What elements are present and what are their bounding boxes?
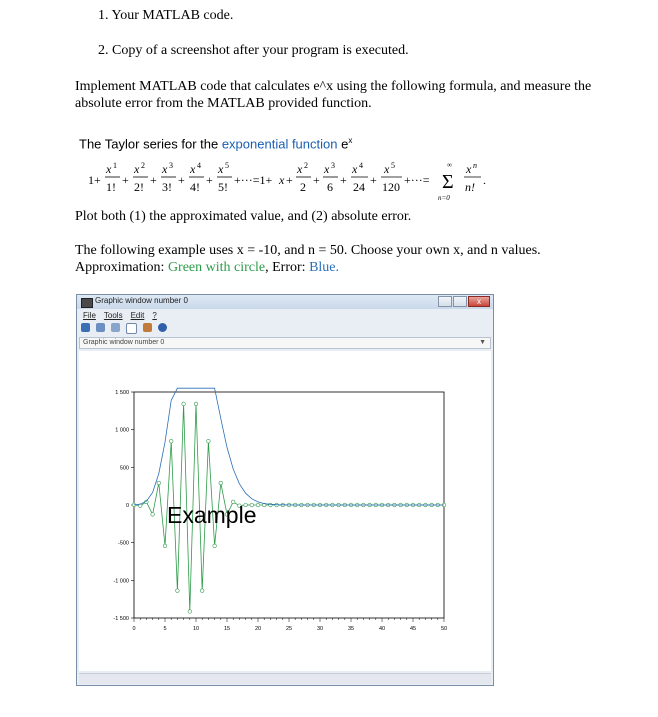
- x-tick-label: 45: [409, 626, 417, 632]
- y-tick-label: -1 000: [113, 578, 129, 585]
- svg-text:+: +: [340, 173, 347, 187]
- approximation-point: [207, 439, 211, 443]
- svg-text:x: x: [352, 162, 358, 176]
- svg-text:x: x: [162, 162, 168, 176]
- x-tick-label: 15: [223, 626, 231, 632]
- window-titlebar[interactable]: [77, 295, 493, 309]
- svg-text:x: x: [134, 162, 140, 176]
- x-tick-label: 35: [347, 626, 355, 632]
- x-tick-label: 10: [192, 626, 200, 632]
- approximation-point: [269, 503, 273, 507]
- chart-svg: [79, 351, 491, 671]
- svg-text:2!: 2!: [134, 180, 144, 194]
- address-text: Graphic window number 0: [83, 339, 165, 346]
- graphic-window: [76, 294, 494, 686]
- select-icon[interactable]: [126, 323, 137, 334]
- svg-text:∞: ∞: [447, 161, 452, 169]
- approximation-point: [169, 439, 173, 443]
- x-tick-label: 0: [132, 626, 136, 632]
- requirement-item-1: 1. Your MATLAB code.: [98, 8, 234, 23]
- svg-text:x: x: [279, 173, 285, 187]
- svg-text:x: x: [324, 162, 330, 176]
- taylor-title-prefix: The Taylor series for the: [79, 136, 222, 152]
- y-tick-label: 0: [125, 503, 129, 509]
- help-icon[interactable]: [158, 323, 167, 332]
- task-paragraph: Implement MATLAB code that calculates e^x using the following formula, and measure the absolute error from the MATLAB provided function.: [75, 79, 592, 111]
- svg-text:+: +: [178, 173, 185, 187]
- approximation-point: [194, 402, 198, 406]
- approximation-point: [163, 544, 167, 548]
- svg-text:3!: 3!: [162, 180, 172, 194]
- approx-label: Approximation:: [75, 260, 168, 275]
- svg-text:4!: 4!: [190, 180, 200, 194]
- approximation-point: [213, 544, 217, 548]
- svg-text:120: 120: [382, 180, 400, 194]
- x-tick-label: 40: [378, 626, 386, 632]
- menu-edit[interactable]: Edit: [130, 311, 145, 320]
- x-tick-label: 5: [163, 626, 167, 632]
- svg-text:n=0: n=0: [438, 194, 450, 202]
- svg-text:24: 24: [353, 180, 365, 194]
- window-address-bar[interactable]: [79, 337, 491, 349]
- svg-text:4: 4: [197, 161, 201, 170]
- green-circle-text: Green with circle: [167, 260, 266, 275]
- svg-text:3: 3: [331, 161, 335, 170]
- svg-text:5: 5: [225, 161, 229, 170]
- approximation-point: [200, 589, 204, 593]
- example-line-2: [75, 259, 635, 276]
- svg-text:+: +: [150, 173, 157, 187]
- svg-text:x: x: [466, 162, 472, 176]
- close-button[interactable]: x: [468, 296, 490, 307]
- svg-text:5!: 5!: [218, 180, 228, 194]
- svg-text:+: +: [122, 173, 129, 187]
- rotate-icon[interactable]: [81, 323, 90, 332]
- window-statusbar: [79, 673, 491, 684]
- x-tick-label: 25: [285, 626, 293, 632]
- example-watermark: Example: [167, 502, 257, 528]
- svg-text:3: 3: [169, 161, 173, 170]
- x-tick-label: 50: [440, 626, 448, 632]
- svg-text:6: 6: [327, 180, 333, 194]
- dropdown-arrow-icon[interactable]: ▼: [479, 339, 486, 346]
- approximation-point: [182, 402, 186, 406]
- svg-text:Σ: Σ: [442, 171, 454, 193]
- approximation-point: [157, 481, 161, 485]
- window-controls: [438, 296, 490, 307]
- svg-text:1: 1: [113, 161, 117, 170]
- y-tick-label: 1 500: [115, 390, 129, 396]
- taylor-title-base: e: [337, 136, 349, 152]
- svg-text:+···=: +···=: [404, 173, 430, 187]
- requirement-item-2: 2. Copy of a screenshot after your program is executed.: [98, 43, 409, 58]
- svg-text:.: .: [483, 173, 486, 187]
- example-line-1: The following example uses x = -10, and n = 50. Choose your own x, and n values.: [75, 243, 541, 258]
- window-app-icon: [81, 298, 93, 308]
- y-tick-label: 500: [119, 465, 129, 472]
- window-title: Graphic window number 0: [95, 296, 188, 305]
- plot-instruction: Plot both (1) the approximated value, and (2) absolute error.: [75, 209, 412, 224]
- window-menubar: [83, 311, 157, 320]
- approximation-point: [219, 481, 223, 485]
- approximation-point: [256, 503, 260, 507]
- menu-file[interactable]: File: [83, 311, 96, 320]
- svg-text:+: +: [206, 173, 213, 187]
- svg-text:x: x: [190, 162, 196, 176]
- svg-text:2: 2: [141, 161, 145, 170]
- svg-text:n: n: [473, 161, 477, 170]
- plot-canvas: [79, 351, 491, 671]
- svg-text:1+: 1+: [88, 173, 101, 187]
- taylor-formula: [86, 158, 616, 204]
- svg-text:+: +: [370, 173, 377, 187]
- svg-text:n!: n!: [465, 180, 475, 194]
- svg-text:1!: 1!: [106, 180, 116, 194]
- error-label: , Error:: [265, 260, 310, 275]
- example-paragraph: [75, 242, 635, 276]
- taylor-series-title: [79, 136, 352, 151]
- blue-text: Blue.: [309, 260, 340, 275]
- zoom-in-icon[interactable]: [96, 323, 105, 332]
- taylor-title-sup: x: [348, 136, 353, 145]
- exponential-function-link[interactable]: exponential function: [221, 136, 338, 152]
- y-tick-label: -1 500: [113, 616, 129, 622]
- datatip-icon[interactable]: [143, 323, 152, 332]
- approximation-point: [151, 513, 155, 517]
- y-tick-label: 1 000: [115, 427, 129, 434]
- window-toolbar: [81, 323, 167, 334]
- x-tick-label: 20: [254, 626, 262, 632]
- svg-text:2: 2: [304, 161, 308, 170]
- minimize-button[interactable]: [438, 296, 452, 307]
- svg-text:+: +: [286, 173, 293, 187]
- menu-tools[interactable]: Tools: [103, 311, 123, 320]
- svg-text:x: x: [384, 162, 390, 176]
- svg-text:x: x: [218, 162, 224, 176]
- x-tick-label: 30: [316, 626, 324, 632]
- svg-text:+···=1+: +···=1+: [234, 173, 273, 187]
- svg-text:2: 2: [300, 180, 306, 194]
- menu-help[interactable]: ?: [152, 311, 157, 320]
- approximation-point: [176, 589, 180, 593]
- svg-text:x: x: [106, 162, 112, 176]
- zoom-out-icon[interactable]: [111, 323, 120, 332]
- svg-text:4: 4: [359, 161, 363, 170]
- svg-text:x: x: [297, 162, 303, 176]
- svg-text:+: +: [313, 173, 320, 187]
- y-tick-label: -500: [117, 540, 129, 547]
- maximize-button[interactable]: [453, 296, 467, 307]
- approximation-point: [188, 610, 192, 614]
- svg-text:5: 5: [391, 161, 395, 170]
